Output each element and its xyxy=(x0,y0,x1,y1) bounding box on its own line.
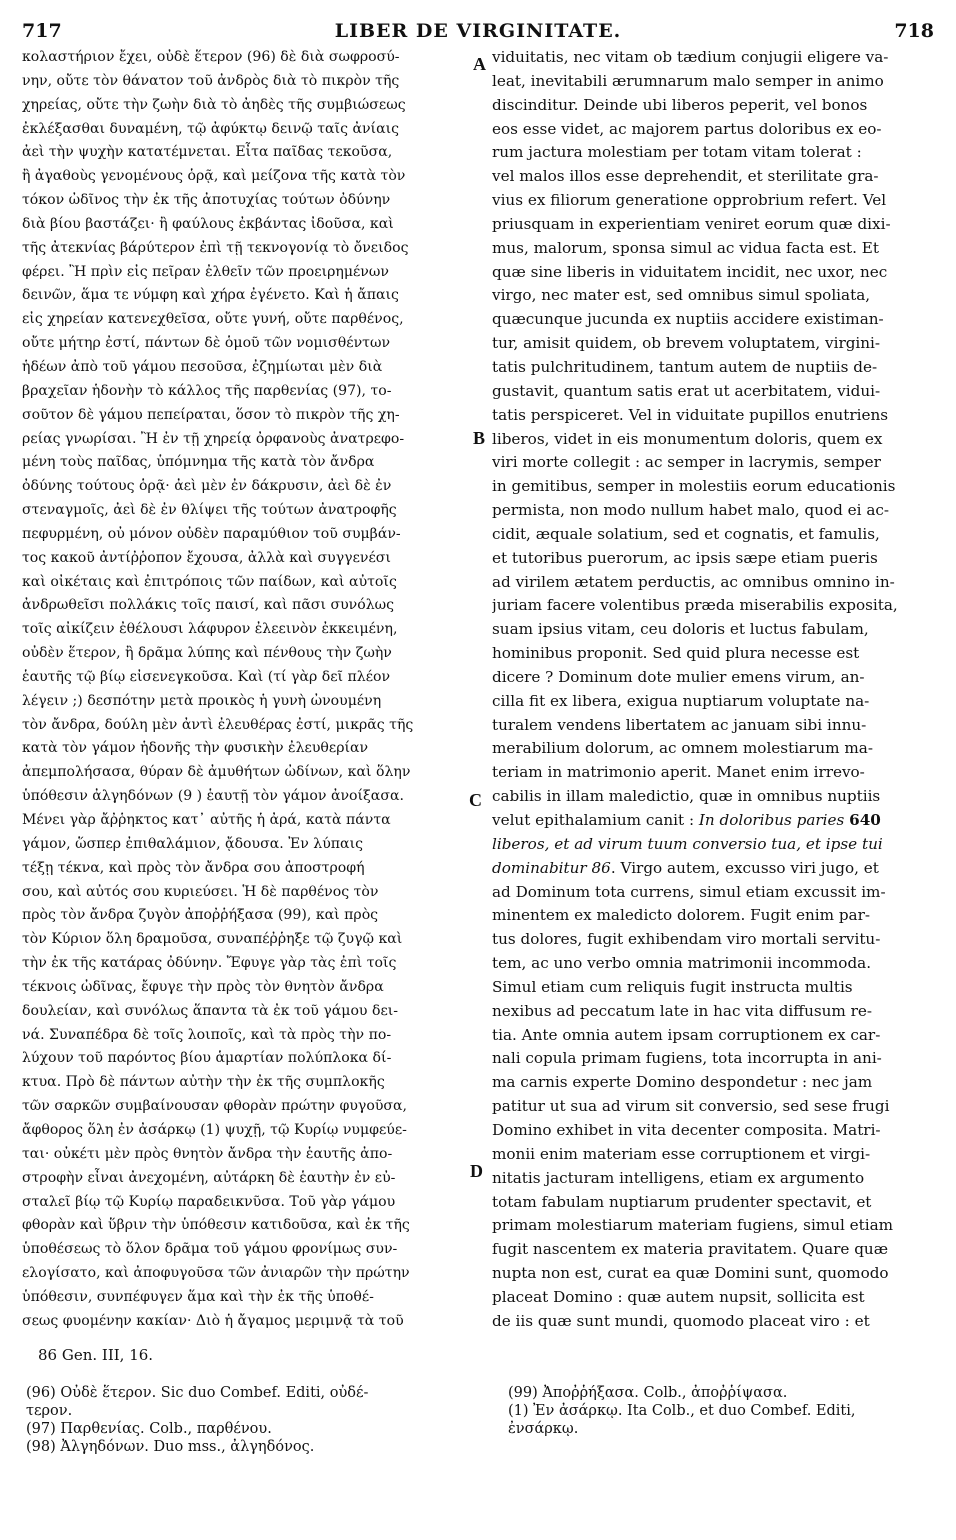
latin-text-line: hominibus proponit. Sed quid plura necesse est xyxy=(492,644,860,663)
greek-text-line: λέγειν ;) δεσπότην μετὰ προικὸς ἡ γυνὴ ὠνουμένη xyxy=(22,692,382,709)
latin-text-line: nali copula primam fugiens, tota incorrupta in ani- xyxy=(492,1049,882,1068)
latin-text-line: patitur ut sua ad virum sit conversio, sed sese frugi xyxy=(492,1097,890,1116)
footnote-line: (96) Οὐδὲ ἕτερον. Sic duo Combef. Editi, οὐδέ- xyxy=(26,1385,369,1401)
footnote-line: (97) Παρθενίας. Colb., παρθένου. xyxy=(26,1421,272,1437)
greek-text-line: ἐκλέξασθαι δυναμένη, τῷ ἀφύκτῳ δεινῷ ταῖς ἀνίαις xyxy=(22,120,400,137)
greek-text-line: γάμον, ὥσπερ ἐπιθαλάμιον, ᾄδουσα. Ἐν λύπαις xyxy=(22,835,363,852)
latin-text-line: Domino exhibet in vita decenter composita. Matri- xyxy=(492,1120,881,1139)
latin-text-line: rum jactura molestiam per totam vitam tolerat : xyxy=(492,143,862,162)
greek-text-line: κολαστήριον ἔχει, οὐδὲ ἕτερον (96) δὲ διὰ σωφροσύ- xyxy=(22,49,400,65)
latin-text-line: mus, malorum, sponsa simul ac vidua facta est. Et xyxy=(492,238,879,257)
latin-text-line: viri morte collegit : ac semper in lacrymis, semper xyxy=(492,453,881,472)
greek-text-line: νά. Συναπέδρα δὲ τοῖς λοιποῖς, καὶ τὰ πρὸς τὴν πο- xyxy=(22,1026,392,1043)
latin-text-line: tatis perspiceret. Vel in viduitate pupillos enutriens xyxy=(492,405,889,424)
latin-text-line: liberos, videt in eis monumentum doloris, quem ex xyxy=(492,429,883,448)
greek-text-line: σεως φυομένην κακίαν· Διὸ ἡ ἄγαμος μεριμνᾷ τὰ τοῦ xyxy=(22,1312,404,1329)
greek-text-line: ἡδέων ἀπὸ τοῦ γάμου πεσοῦσα, ἐζημίωται μὲν διὰ xyxy=(22,358,383,375)
latin-text-line: totam fabulam nuptiarum prudenter spectavit, et xyxy=(492,1192,872,1211)
latin-text-column xyxy=(492,46,936,1358)
greek-text-line: τὴν ἐκ τῆς κατάρας ὀδύνην. Ἔφυγε γὰρ τὰς ἐπὶ τοῖς xyxy=(22,955,397,972)
latin-text-line: gustavit, quantum satis erat ut acerbitatem, vidui- xyxy=(492,381,881,400)
page-number-left: 717 xyxy=(22,20,62,42)
latin-text-line: quæcunque jucunda ex nuptiis accidere existiman- xyxy=(492,310,884,329)
latin-text-line: cabilis in illam maledictio, quæ in omnibus nuptiis xyxy=(492,787,881,806)
margin-letter-c: C xyxy=(469,790,482,810)
footnote-line: τερον. xyxy=(26,1403,73,1419)
greek-text-line: κατὰ τὸν γάμον ἡδονῆς τὴν φυσικὴν ἐλευθερίαν xyxy=(22,740,369,757)
latin-text-line: teriam in matrimonio aperit. Manet enim irrevo- xyxy=(492,763,865,782)
latin-text-line: ma carnis experte Domino despondetur : nec jam xyxy=(492,1073,873,1092)
latin-text-line: priusquam in experientiam veniret eorum quæ dixi- xyxy=(492,214,891,233)
greek-text-line: ἢ ἀγαθοὺς γενομένους ὁρᾷ, καὶ μείζονα τῆς κατὰ τὸν xyxy=(22,168,406,185)
greek-text-line: κτυα. Πρὸ δὲ πάντων αὐτὴν τὴν ἐκ τῆς συμπλοκῆς xyxy=(22,1074,385,1091)
greek-text-line: φθορὰν καὶ ὕβριν τὴν ὑπόθεσιν κατιδοῦσα, καὶ ἐκ τῆς xyxy=(22,1217,410,1234)
greek-text-line: ἀεὶ τὴν ψυχὴν κατατέμνεται. Εἶτα παῖδας τεκοῦσα, xyxy=(22,144,393,161)
margin-letter-b: B xyxy=(473,428,486,448)
running-title: LIBER DE VIRGINITATE. xyxy=(334,20,622,42)
footnote-line: (1) Ἐν ἀσάρκῳ. Ita Colb., et duo Combef. Editi, xyxy=(508,1403,856,1419)
greek-text-line: σοῦτον δὲ γάμου πεπείραται, ὅσον τὸ πικρὸν τῆς χη- xyxy=(22,406,400,423)
greek-text-line: δουλείαν, καὶ συνόλως ἅπαντα τὰ ἐκ τοῦ γάμου δει- xyxy=(22,1002,399,1019)
greek-text-line: τῆς ἀτεκνίας βάρύτερον ἐπὶ τῇ τεκνογονίᾳ τὸ ὄνειδος xyxy=(22,239,409,256)
latin-text-line: suam ipsius vitam, ceu doloris et luctus fabulam, xyxy=(492,620,869,639)
latin-text-line: placeat Domino : quæ autem nupsit, sollicita est xyxy=(492,1287,865,1306)
latin-text-line: in gemitibus, semper in molestiis eorum educationis xyxy=(492,477,896,496)
greek-text-line: Μένει γὰρ ἄῤῥηκτος κατ᾽ αὐτῆς ἡ ἀρά, κατὰ πάντα xyxy=(22,812,391,828)
greek-text-line: καὶ οἰκέταις καὶ ἐπιτρόποις τῶν παίδων, καὶ αὐτοῖς xyxy=(22,573,397,590)
footnote-line: ἐνσάρκῳ. xyxy=(508,1421,579,1437)
greek-text-line: τὸν Κύριον ὅλη δραμοῦσα, συναπέῤῥηξε τῷ ζυγῷ καὶ xyxy=(22,931,403,948)
footnotes-left xyxy=(26,1384,471,1456)
latin-text-line: tatis pulchritudinem, tantum autem de nuptiis de- xyxy=(492,357,878,376)
greek-text-line: στροφὴν εἶναι ἀνεχομένη, αὐτάρκη δὲ ἑαυτὴν ἐν εὐ- xyxy=(22,1169,396,1186)
footnote-line: (99) Ἀποῤῥήξασα. Colb., ἀποῤῥίψασα. xyxy=(508,1385,788,1401)
greek-text-line: ται· οὐκέτι μὲν πρὸς θνητὸν ἄνδρα τὴν ἑαυτῆς ἀπο- xyxy=(22,1145,393,1162)
greek-text-line: ὑποθέσεως τὸ ὅλον δρᾶμα τοῦ γάμου φρονίμως συν- xyxy=(22,1241,398,1258)
greek-text-line: ελογίσατο, καὶ ἀποφυγοῦσα τῶν ἀνιαρῶν τὴν πρώτην xyxy=(22,1265,410,1282)
greek-text-line: τέξῃ τέκνα, καὶ πρὸς τὸν ἄνδρα σου ἀποστροφή xyxy=(22,859,365,876)
page-header xyxy=(0,20,956,46)
latin-text-line: discinditur. Deinde ubi liberos peperit, vel bonos xyxy=(492,95,868,114)
latin-text-line: et tutoribus puerorum, ac ipsis sæpe etiam pueris xyxy=(492,548,878,567)
latin-text-line: tur, amisit quidem, ob brevem voluptatem, virgini- xyxy=(492,334,881,353)
greek-text-line: ὑπόθεσιν, συνπέφυγεν ἅμα καὶ τὴν ἐκ τῆς ὑποθέ- xyxy=(22,1288,374,1305)
footnote-line: (98) Ἀλγηδόνων. Duo mss., ἀλγηδόνος. xyxy=(26,1439,315,1455)
greek-text-line: οὔτε μήτηρ ἐστί, πάντων δὲ ὁμοῦ τῶν νομισθέντων xyxy=(22,335,391,352)
greek-text-line: νην, οὔτε τὸν θάνατον τοῦ ἀνδρὸς διὰ τὸ πικρὸν τῆς xyxy=(22,72,400,89)
greek-text-line: ρείας γνωρίσαι. Ἢ ἐν τῇ χηρείᾳ ὀρφανοὺς ἀνατρεφο- xyxy=(22,430,405,447)
greek-text-line: τέκνοις ὠδῖνας, ἔφυγε τὴν πρὸς τὸν θνητὸν ἄνδρα xyxy=(22,978,384,995)
margin-letter-a: A xyxy=(473,54,486,74)
latin-text-line: monii enim materiam esse corruptionem et virgi- xyxy=(492,1144,871,1163)
latin-text-line: liberos, et ad virum tuum conversio tua, et ipse tui xyxy=(492,834,883,853)
greek-text-line: ὑπόθεσιν ἀλγηδόνων (9 ) ἑαυτῇ τὸν γάμον ἀνοίξασα. xyxy=(22,788,404,805)
greek-text-line: φέρει. Ἢ πρὶν εἰς πεῖραν ἐλθεῖν τῶν προειρημένων xyxy=(22,263,389,280)
greek-text-line: τος κακοῦ ἀντίῤῥοπον ἔχουσα, ἀλλὰ καὶ συγγενέσι xyxy=(22,549,391,566)
greek-text-line: πεφυρμένη, οὐ μόνον οὐδὲν παραμύθιον τοῦ συμβάν- xyxy=(22,525,401,542)
latin-text-line: turalem vendens libertatem ac januam sibi innu- xyxy=(492,715,867,734)
latin-text-line: vel malos illos esse deprehendit, et sterilitate gra- xyxy=(492,167,879,186)
greek-text-line: τοῖς αἰκίζειν ἐθέλουσι λάφυρον ἐλεεινὸν ἐκκειμένη, xyxy=(22,621,398,638)
latin-text-line: dominabitur 86. Virgo autem, excusso viri jugo, et xyxy=(492,858,879,877)
greek-text-line: ἀνδρωθεῖσι πολλάκις τοῖς παισί, καὶ πᾶσι συνόλως xyxy=(22,597,395,614)
latin-text-line: viduitatis, nec vitam ob tædium conjugii eligere va- xyxy=(492,48,889,66)
latin-text-line: eos esse videt, ac majorem partus doloribus ex eo- xyxy=(492,119,882,138)
greek-text-line: οὐδὲν ἕτερον, ἢ δρᾶμα λύπης καὶ πένθους τὴν ζωὴν xyxy=(22,645,392,662)
latin-text-line: quæ sine liberis in viduitatem incidit, nec uxor, nec xyxy=(492,262,888,281)
page-number-right: 718 xyxy=(894,20,934,42)
latin-text-line: dicere ? Dominum dote mulier emens virum, an- xyxy=(492,667,865,686)
greek-text-line: εἰς χηρείαν κατενεχθεῖσα, οὔτε γυνή, οὔτε παρθένος, xyxy=(22,311,404,328)
scripture-reference-note: 86 Gen. III, 16. xyxy=(38,1346,154,1364)
latin-text-line: primam molestiarum materiam fugiens, simul etiam xyxy=(492,1216,894,1235)
greek-text-line: δεινῶν, ἅμα τε νύμφη καὶ χήρα ἐγένετο. Καὶ ἡ ἄπαις xyxy=(22,287,399,304)
latin-text-line: nexibus ad peccatum late in hac vita diffusum re- xyxy=(492,1001,873,1020)
latin-text-line: velut epithalamium canit : In doloribus paries 640 xyxy=(492,811,881,829)
greek-text-line: ἀπεμπολήσασα, θύραν δὲ ἀμυθήτων ὠδίνων, καὶ ὅλην xyxy=(22,764,411,781)
latin-text-line: vius ex filiorum generatione opprobrium refert. Vel xyxy=(492,191,887,210)
latin-text-line: ad Dominum tota currens, simul etiam excussit im- xyxy=(492,882,886,901)
latin-text-line: tem, ac uno verbo omnia matrimonii incommoda. xyxy=(492,954,872,973)
greek-text-line: τῶν σαρκῶν συμβαίνουσαν φθορὰν πρώτην φυγοῦσα, xyxy=(22,1098,408,1115)
latin-text-line: tia. Ante omnia autem ipsam corruptionem ex car- xyxy=(492,1025,881,1044)
latin-text-line: nupta non est, curat ea quæ Domini sunt, quomodo xyxy=(492,1264,889,1283)
greek-text-line: μένη τοὺς παῖδας, ὑπόμνημα τῆς κατὰ τὸν ἄνδρα xyxy=(22,454,375,471)
latin-text-line: tus dolores, fugit exhibendam viro mortali servitu- xyxy=(492,930,881,949)
greek-text-line: σου, καὶ αὐτός σου κυριεύσει. Ἡ δὲ παρθένος τὸν xyxy=(22,883,379,900)
latin-text-line: ad virilem ætatem perductis, ac omnibus omnino in- xyxy=(492,572,895,591)
greek-text-line: βραχεῖαν ἡδονὴν τὸ κάλλος τῆς παρθενίας (97), το- xyxy=(22,382,392,399)
latin-text-line: virgo, nec mater est, sed omnibus simul spoliata, xyxy=(492,286,871,305)
latin-text-line: Simul etiam cum reliquis fugit instructa multis xyxy=(492,977,853,996)
greek-text-line: τὸν ἄνδρα, δούλη μὲν ἀντὶ ἐλευθέρας ἐστί, μικρᾶς τῆς xyxy=(22,716,414,733)
greek-text-line: ἄφθορος ὅλη ἐν ἀσάρκῳ (1) ψυχῇ, τῷ Κυρίῳ νυμφεύε- xyxy=(22,1121,407,1138)
latin-text-line: juriam facere volentibus præda miserabilis exposita, xyxy=(492,596,898,615)
latin-text-line: minentem ex maledicto dolorem. Fugit enim par- xyxy=(492,906,870,925)
greek-text-column xyxy=(22,46,470,1358)
latin-text-line: leat, inevitabili ærumnarum malo semper in animo xyxy=(492,71,884,90)
latin-text-line: permista, non modo nullum habet malo, quod ei ac- xyxy=(492,501,890,520)
greek-text-line: ὀδύνης τούτους ὁρᾷ· ἀεὶ μὲν ἐν δάκρυσιν, ἀεὶ δὲ ἐν xyxy=(22,478,392,495)
latin-text-line: merabilium dolorum, ac omnem molestiarum ma- xyxy=(492,739,873,758)
greek-text-line: στεναγμοῖς, ἀεὶ δὲ ἐν θλίψει τῆς τούτων ἀνατροφῆς xyxy=(22,502,397,519)
latin-text-line: de iis quæ sunt mundi, quomodo placeat viro : et xyxy=(492,1311,870,1330)
latin-text-line: fugit nascentem ex materia pravitatem. Quare quæ xyxy=(492,1240,888,1259)
latin-text-line: cilla fit ex libera, exigua nuptiarum voluptate na- xyxy=(492,691,870,710)
footnotes-right xyxy=(508,1384,938,1438)
latin-text-line: nitatis jacturam intelligens, etiam ex argumento xyxy=(492,1168,865,1187)
greek-text-line: τόκον ὠδῖνος τὴν ἐκ τῆς ἀποτυχίας τούτων ὀδύνην xyxy=(22,192,391,209)
greek-text-line: πρὸς τὸν ἄνδρα ζυγὸν ἀποῤῥήξασα (99), καὶ πρὸς xyxy=(22,907,379,924)
greek-text-line: χηρείας, οὔτε τὴν ζωὴν διὰ τὸ ἀηδὲς τῆς συμβιώσεως xyxy=(22,96,406,113)
latin-text-line: cidit, æquale solatium, sed et cognatis, et famulis, xyxy=(492,524,880,543)
margin-letter-d: D xyxy=(470,1161,483,1181)
greek-text-line: διὰ βίου βαστάζει· ἢ φαύλους ἐκβάντας ἰδοῦσα, καὶ xyxy=(22,215,394,232)
greek-text-line: ἑαυτῆς τῷ βίῳ εἰσενεγκοῦσα. Καὶ (τί γὰρ δεῖ πλέον xyxy=(22,668,391,685)
greek-text-line: λύχουν τοῦ παρόντος βίου ἁμαρτίαν πολύπλοκα δί- xyxy=(22,1050,392,1067)
greek-text-line: σταλεῖ βίῳ τῷ Κυρίῳ παραδεικνῦσα. Τοῦ γὰρ γάμου xyxy=(22,1193,396,1210)
